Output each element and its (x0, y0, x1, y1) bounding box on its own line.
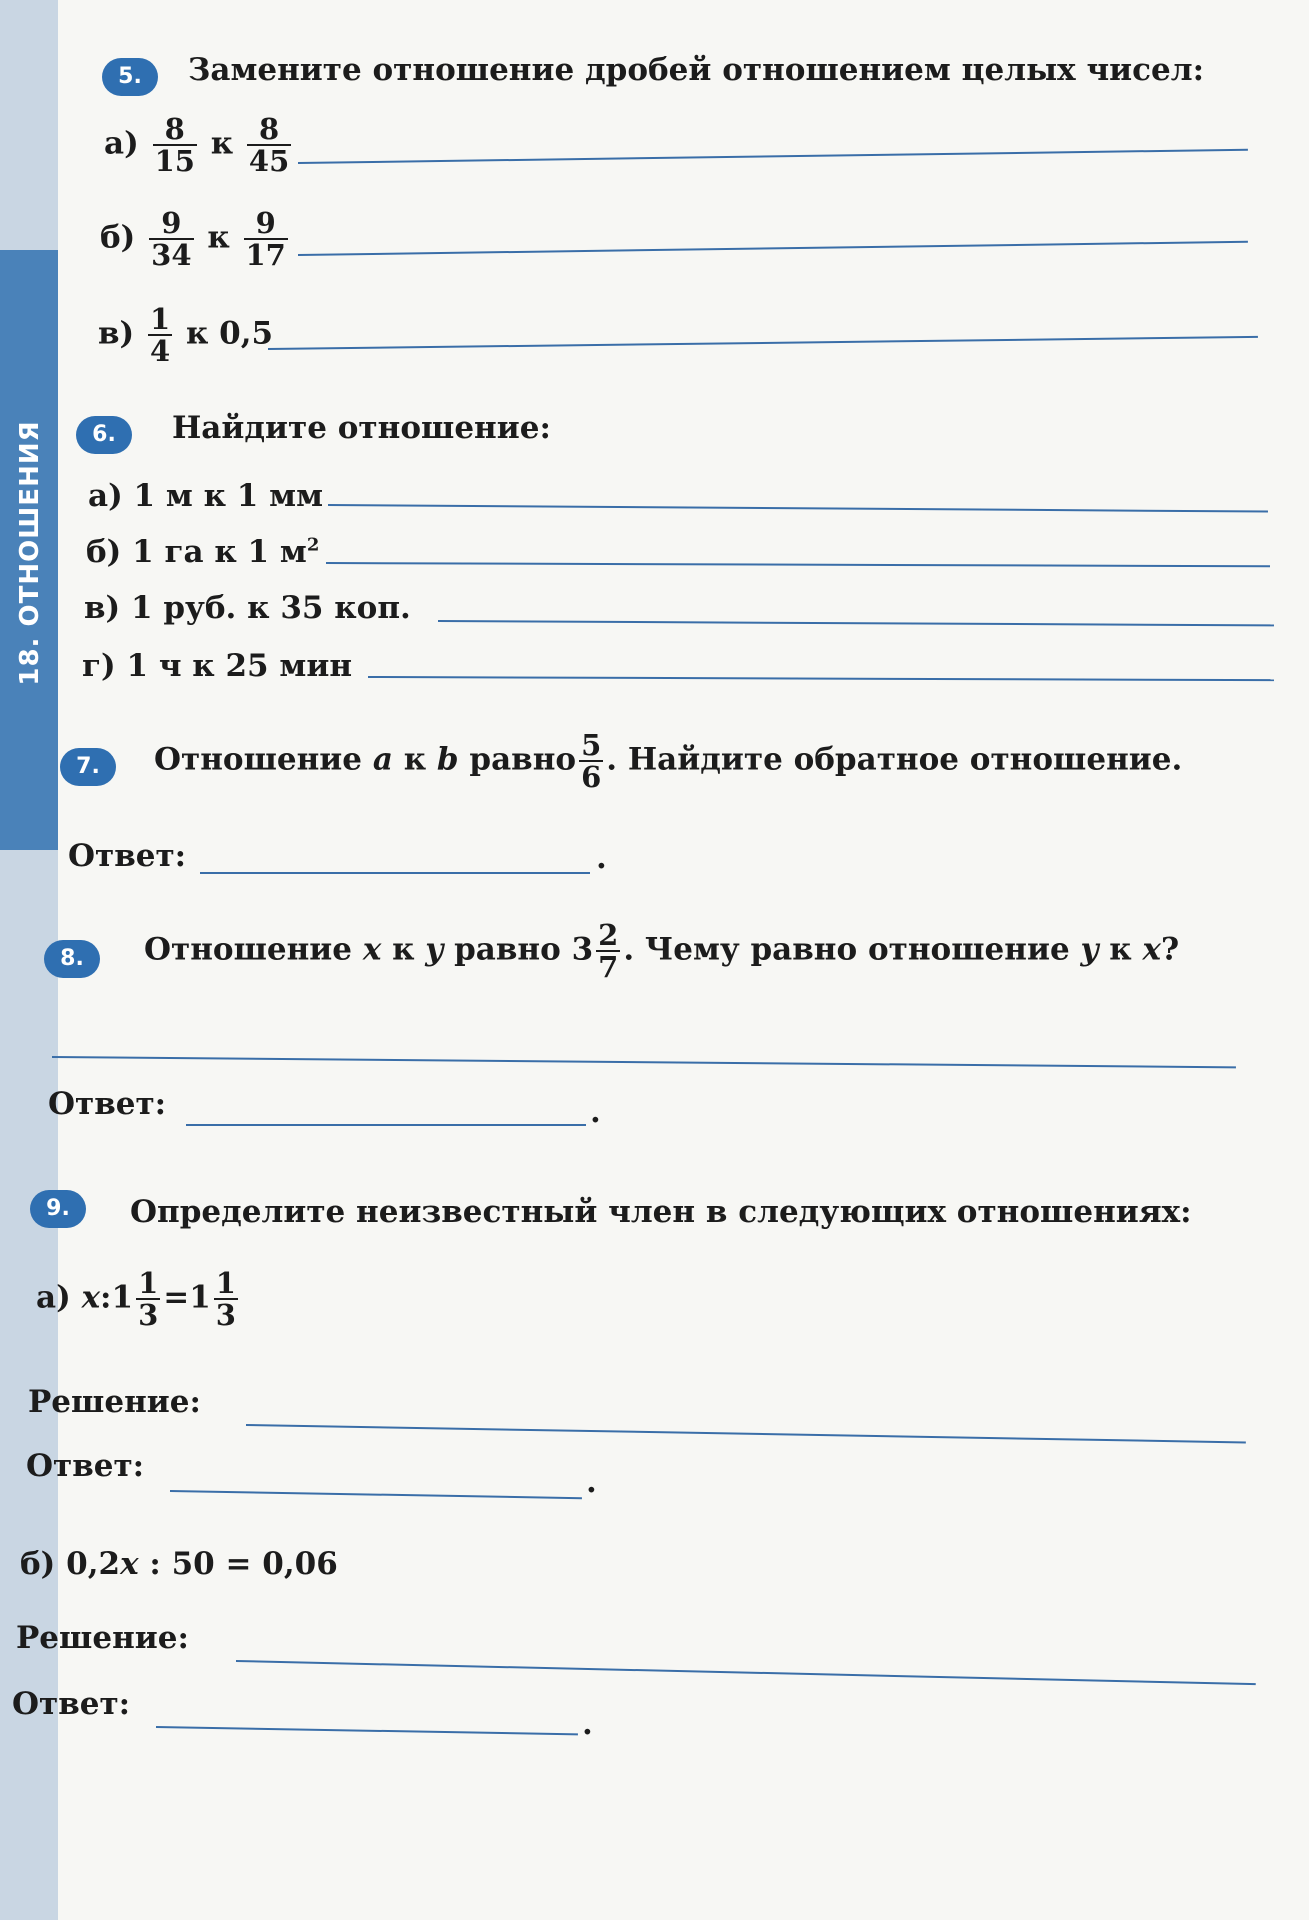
task7-text: Отношение a к b равно $\frac{5}{6}$ . Найдите обратное отношение. (154, 728, 1183, 794)
task6-item-d: г) 1 ч к 25 мин (82, 648, 353, 684)
task9-a-solution-label: Решение: (28, 1384, 201, 1420)
task8-answer-line[interactable] (186, 1124, 586, 1126)
task6-c-answer-line[interactable] (438, 620, 1274, 626)
section-tab-label: 18. ОТНОШЕНИЯ (15, 420, 45, 686)
task9-b-solution-line[interactable] (236, 1660, 1256, 1685)
task8-text: Отношение x к y равно 3 $\frac{2}{7}$ . Чему равно отношение y к x? (144, 918, 1180, 984)
task7-number: 7. (60, 748, 116, 786)
task9-b-answer-label: Ответ: (12, 1686, 131, 1722)
task9-b-answer-line[interactable] (156, 1726, 578, 1735)
task5-c-answer-line[interactable] (268, 336, 1258, 350)
task5-b-answer-line[interactable] (298, 241, 1248, 256)
task8-answer-label: Ответ: (48, 1086, 167, 1122)
task6-item-c: в) 1 руб. к 35 коп. (84, 590, 411, 626)
task9-item-a: а) x:1 $\frac{1}{3}$ =1 $\frac{1}{3}$ (36, 1266, 236, 1332)
task6-item-a: а) 1 м к 1 мм (88, 478, 324, 514)
task6-b-answer-line[interactable] (326, 562, 1270, 567)
task9-item-b: б) 0,2x : 50 = 0,06 (20, 1546, 338, 1582)
task5-item-c: в) $\frac{1}{4}$ к 0,5 (98, 302, 274, 368)
task9-b-solution-label: Решение: (16, 1620, 189, 1656)
task6-a-answer-line[interactable] (328, 504, 1268, 513)
task9-title: Определите неизвестный член в следующих отношениях: (130, 1194, 1192, 1230)
task7-answer-line[interactable] (200, 872, 590, 874)
task5-item-b: б) $\frac{9}{34}$ к $\frac{9}{17}$ (100, 206, 286, 272)
task6-item-b: б) 1 га к 1 $м^2$ (86, 534, 320, 570)
task5-item-a: а) $\frac{8}{15}$ к $\frac{8}{45}$ (104, 112, 290, 178)
task5-number: 5. (102, 58, 158, 96)
task9-b-answer-dot: . (582, 1706, 593, 1742)
task8-work-line[interactable] (52, 1056, 1236, 1068)
task9-a-answer-line[interactable] (170, 1490, 582, 1499)
task5-title: Замените отношение дробей отношением целых чисел: (188, 52, 1205, 88)
task7-answer-label: Ответ: (68, 838, 187, 874)
task9-a-answer-label: Ответ: (26, 1448, 145, 1484)
task8-answer-dot: . (590, 1094, 601, 1130)
task9-a-answer-dot: . (586, 1464, 597, 1500)
task9-number: 9. (30, 1190, 86, 1228)
task7-answer-dot: . (596, 840, 607, 876)
task8-number: 8. (44, 940, 100, 978)
task6-d-answer-line[interactable] (368, 676, 1274, 681)
task5-a-answer-line[interactable] (298, 149, 1248, 164)
task6-number: 6. (76, 416, 132, 454)
task9-a-solution-line[interactable] (246, 1424, 1246, 1443)
task6-title: Найдите отношение: (172, 410, 551, 446)
